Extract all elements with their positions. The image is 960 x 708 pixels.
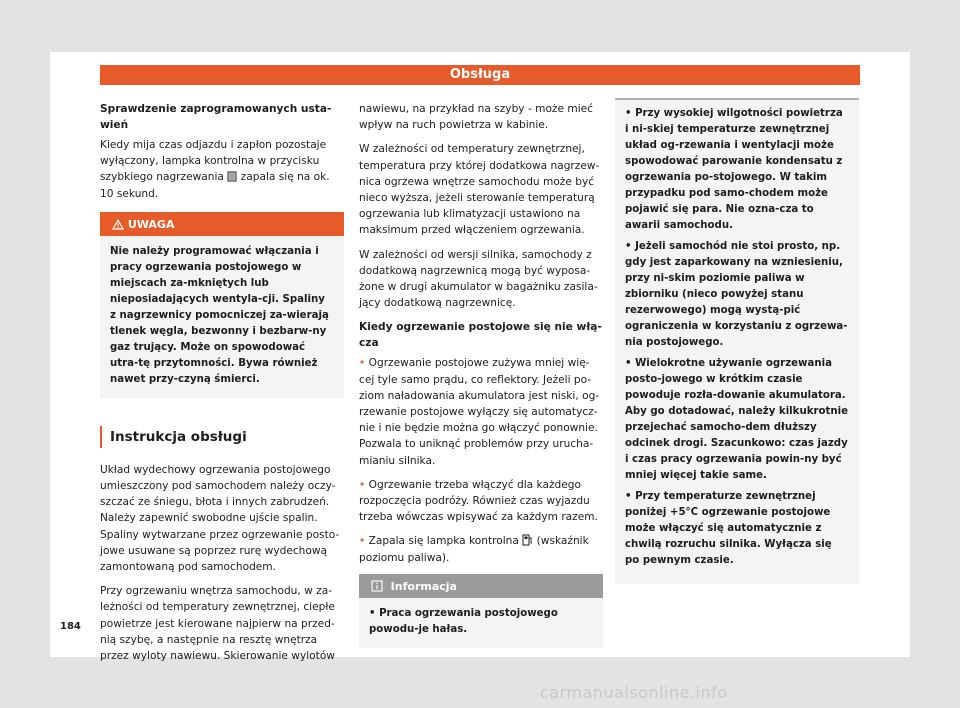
warning-text: Nie należy programować włączania i pracy ogrzewania postojowego w miejscach za-mkniętych lub nieposiadających wentyla-cji. Spaliny z nagrzewnicy pomocniczej za-wierają tlenek węgla, bezwonny i bezbarw-ny gaz trujący. Może on spowodować utra-tę przytomności. Bywa również nawet przy-czyną śmierci. <box>110 245 329 385</box>
bullet-item-3: • Zapala się lampka kontrolna (wskaźnik poziomu paliwa). <box>359 535 589 564</box>
notes-box <box>615 98 859 584</box>
info-header <box>359 576 603 598</box>
info-label: Informacja <box>390 579 457 593</box>
middle-paragraph-3: W zależności od wersji silnika, samochody z dodatkową nagrzewnicą mogą być wyposa-żone w drugi akumulator w bagażniku zasila-jący dodatkową nagrzewnicę. <box>359 248 598 310</box>
info-icon <box>371 580 383 592</box>
subheading-not-switching-on: Kiedy ogrzewanie postojowe się nie włą-cza <box>359 321 602 350</box>
warning-box <box>100 212 344 398</box>
intro-text-b: zapala się na ok. 10 sekund. <box>100 171 330 200</box>
warning-header <box>100 214 344 236</box>
note-item-4: • Przy temperaturze zewnętrznej poniżej +5°C ogrzewanie postojowe może włączyć się automatycznie z chwilą rozruchu silnika. Wyłącza się po pewnym czasie. <box>625 491 832 566</box>
info-text: • Praca ogrzewania postojowego powodu-je hałas. <box>369 607 558 635</box>
bullet-icon: • <box>625 358 632 369</box>
column-left <box>100 101 344 672</box>
note-item-2: • Jeżeli samochód nie stoi prosto, np. gdy jest zaparkowany na wzniesieniu, przy ni-skim poziomie paliwa w zbiorniku (nieco powyżej stanu rezerwowego) mogą wystą-pić ograniczenia w korzystaniu z ogrzewa-nia postojowego. <box>625 241 848 348</box>
subheading-programmed-settings: Sprawdzenie zaprogramowanych usta-wień <box>100 103 332 131</box>
bullet-icon: • <box>359 478 366 491</box>
intro-paragraph <box>100 137 344 202</box>
bullet-icon: • <box>359 357 366 370</box>
column-right <box>615 98 859 584</box>
bullet-item-1: • Ogrzewanie postojowe zużywa mniej wię-cej tyle samo prądu, co reflektory. Jeżeli po-ziom naładowania akumulatora jest niski, og-rzewanie postojowe wyłączy się automatycz-nie i nie będzie można go włączyć ponownie. Pozwala to uniknąć problemów przy urucha-mianiu silnika. <box>359 357 600 467</box>
section-title-instructions: Instrukcja obsługi <box>100 426 344 448</box>
bullet-icon: • <box>359 535 366 548</box>
info-box <box>359 574 603 648</box>
column-middle <box>359 101 603 648</box>
bullet-icon: • <box>625 108 632 119</box>
rear-heater-icon <box>227 171 237 182</box>
page-number: 184 <box>60 621 81 632</box>
warning-label: UWAGA <box>127 217 175 231</box>
intro-text-a: Kiedy mija czas odjazdu i zapłon pozostaje wyłączony, lampka kontrolna w przycisku szybkiego nagrzewania <box>100 139 327 184</box>
note-item-3: • Wielokrotne używanie ogrzewania posto-jowego w krótkim czasie powoduje rozła-dowanie akumulatora. Aby go dotadować, należy kilkukrotnie przejechać samocho-dem dłuższy odcinek drogi. Szacunkowo: czas jazdy i czas pracy ogrzewania powin-ny być mniej więcej takie same. <box>625 358 849 481</box>
note-item-1: • Przy wysokiej wilgotności powietrza i ni-skiej temperaturze zewnętrznej układ og-rzewania i wentylacji może spowodować parowanie kondensatu z ogrzewania po-stojowego. W takim przypadku pod samo-chodem może pojawić się para. Nie ozna-cza to awarii samochodu. <box>625 108 843 231</box>
instructions-paragraph-1: Układ wydechowy ogrzewania postojowego umieszczony pod samochodem należy oczy-szczać ze śniegu, błota i innych zabrudzeń. Należy zapewnić swobodne ujście spalin. Spaliny wytwarzane przez ogrzewanie posto-jowe usuwane są poprzez rurę wydechową zamontowaną pod samochodem. <box>100 463 340 574</box>
bullet-item-2: • Ogrzewanie trzeba włączyć dla każdego rozpoczęcia podróży. Również czas wyjazdu trzeba wówczas wpisywać za każdym razem. <box>359 478 598 524</box>
page-header: Obsługa <box>100 65 860 85</box>
bullet-icon: • <box>369 607 376 619</box>
bullet-icon: • <box>625 241 632 252</box>
middle-paragraph-2: W zależności od temperatury zewnętrznej, temperatura przy której dodatkowa nagrzew-nica ogrzewa wnętrze samochodu może być nieco wyższa, jeżeli sterowanie temperaturą ogrzewania lub klimatyzacji ustawiono na maksimum przed włączeniem ogrzewania. <box>359 143 600 237</box>
fuel-pump-icon <box>522 534 533 546</box>
instructions-paragraph-2: Przy ogrzewaniu wnętrza samochodu, w za-leżności od temperatury zewnętrznej, ciepłe powietrze jest kierowane najpierw na przed-nią szybę, a następnie na resztę wnętrza przez wyloty nawiewu. Skierowanie wylotów <box>100 585 335 663</box>
warning-triangle-icon <box>112 219 124 230</box>
middle-paragraph-1: nawiewu, na przykład na szyby - może mieć wpływ na ruch powietrza w kabinie. <box>359 103 593 132</box>
watermark: carmanualsonline.info <box>540 683 728 702</box>
bullet-icon: • <box>625 491 632 502</box>
